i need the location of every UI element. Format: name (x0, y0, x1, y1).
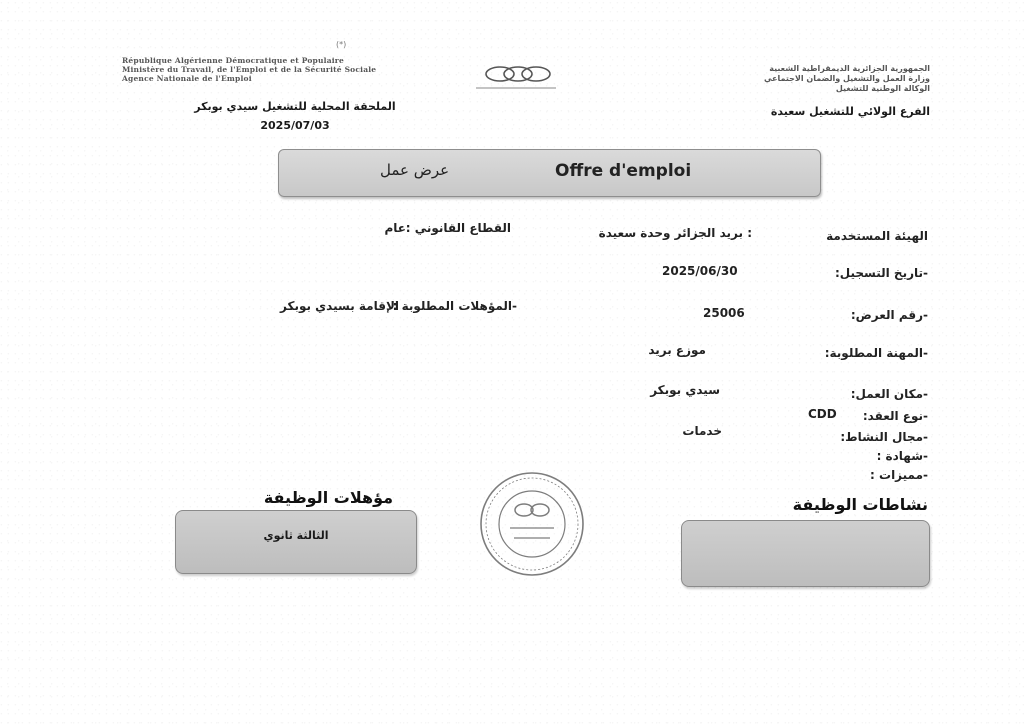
official-stamp-icon (478, 470, 586, 578)
document-date: 2025/07/03 (260, 119, 330, 132)
title-banner (278, 149, 821, 197)
wilaya-office-name: الفرع الولائي للتشغيل سعيدة (770, 105, 930, 118)
letterhead-fr-line1: République Algérienne Démocratique et Populaire (122, 56, 344, 65)
required-qualifications-label: -المؤهلات المطلوبة : (392, 299, 517, 313)
employer-label: الهيئة المستخدمة (826, 229, 928, 243)
activity-field-value: خدمات (682, 424, 722, 438)
job-qualifications-box (175, 510, 417, 574)
letterhead-ar-line1: الجمهورية الجزائرية الديمقراطية الشعبية (769, 64, 930, 73)
title-french: Offre d'emploi (555, 161, 692, 181)
profession-value: موزع بريد (648, 343, 706, 357)
workplace-label: -مكان العمل: (850, 387, 928, 401)
profession-label: -المهنة المطلوبة: (824, 346, 928, 360)
features-label: -مميزات : (870, 468, 928, 482)
job-qualifications-title: مؤهلات الوظيفة (263, 488, 393, 507)
local-office-name: الملحقة المحلية للتشغيل سيدي بوبكر (194, 100, 396, 113)
offer-number-value: 25006 (703, 306, 745, 320)
contract-type-value: CDD (808, 407, 837, 421)
employer-value: : بريد الجزائر وحدة سعيدة (598, 226, 752, 240)
job-activities-title: نشاطات الوظيفة (792, 495, 928, 514)
letterhead-fr-line3: Agence Nationale de l'Emploi (122, 74, 252, 83)
letterhead-arabic (595, 64, 930, 94)
job-activities-box (681, 520, 930, 587)
workplace-value: سيدي بوبكر (650, 383, 720, 397)
letterhead-fr-line2: Ministère du Travail, de l'Emploi et de la Sécurité Sociale (122, 65, 377, 74)
agency-logo-icon (466, 60, 566, 92)
legal-sector-label: القطاع القانوني : (405, 221, 511, 235)
top-mark: (*) (336, 40, 347, 49)
activity-field-label: -مجال النشاط: (840, 430, 928, 444)
offer-number-label: -رقم العرض: (850, 308, 928, 322)
legal-sector-value: عام (384, 221, 406, 235)
registration-date-value: 2025/06/30 (662, 264, 738, 278)
registration-date-label: -تاريخ التسجيل: (834, 266, 928, 280)
letterhead-ar-line2: وزارة العمل والتشغيل والضمان الاجتماعي (763, 74, 930, 83)
job-qualifications-value: الثالثة ثانوي (263, 529, 329, 542)
local-office-block (190, 97, 400, 135)
title-arabic: عرض عمل (380, 161, 450, 179)
required-qualifications-value: الإقامة بسيدي بوبكر (280, 299, 399, 313)
contract-type-label: -نوع العقد: (862, 409, 928, 423)
certificate-label: -شهادة : (876, 449, 928, 463)
letterhead-french (122, 56, 432, 83)
letterhead-ar-line3: الوكالة الوطنية للتشغيل (835, 84, 930, 93)
